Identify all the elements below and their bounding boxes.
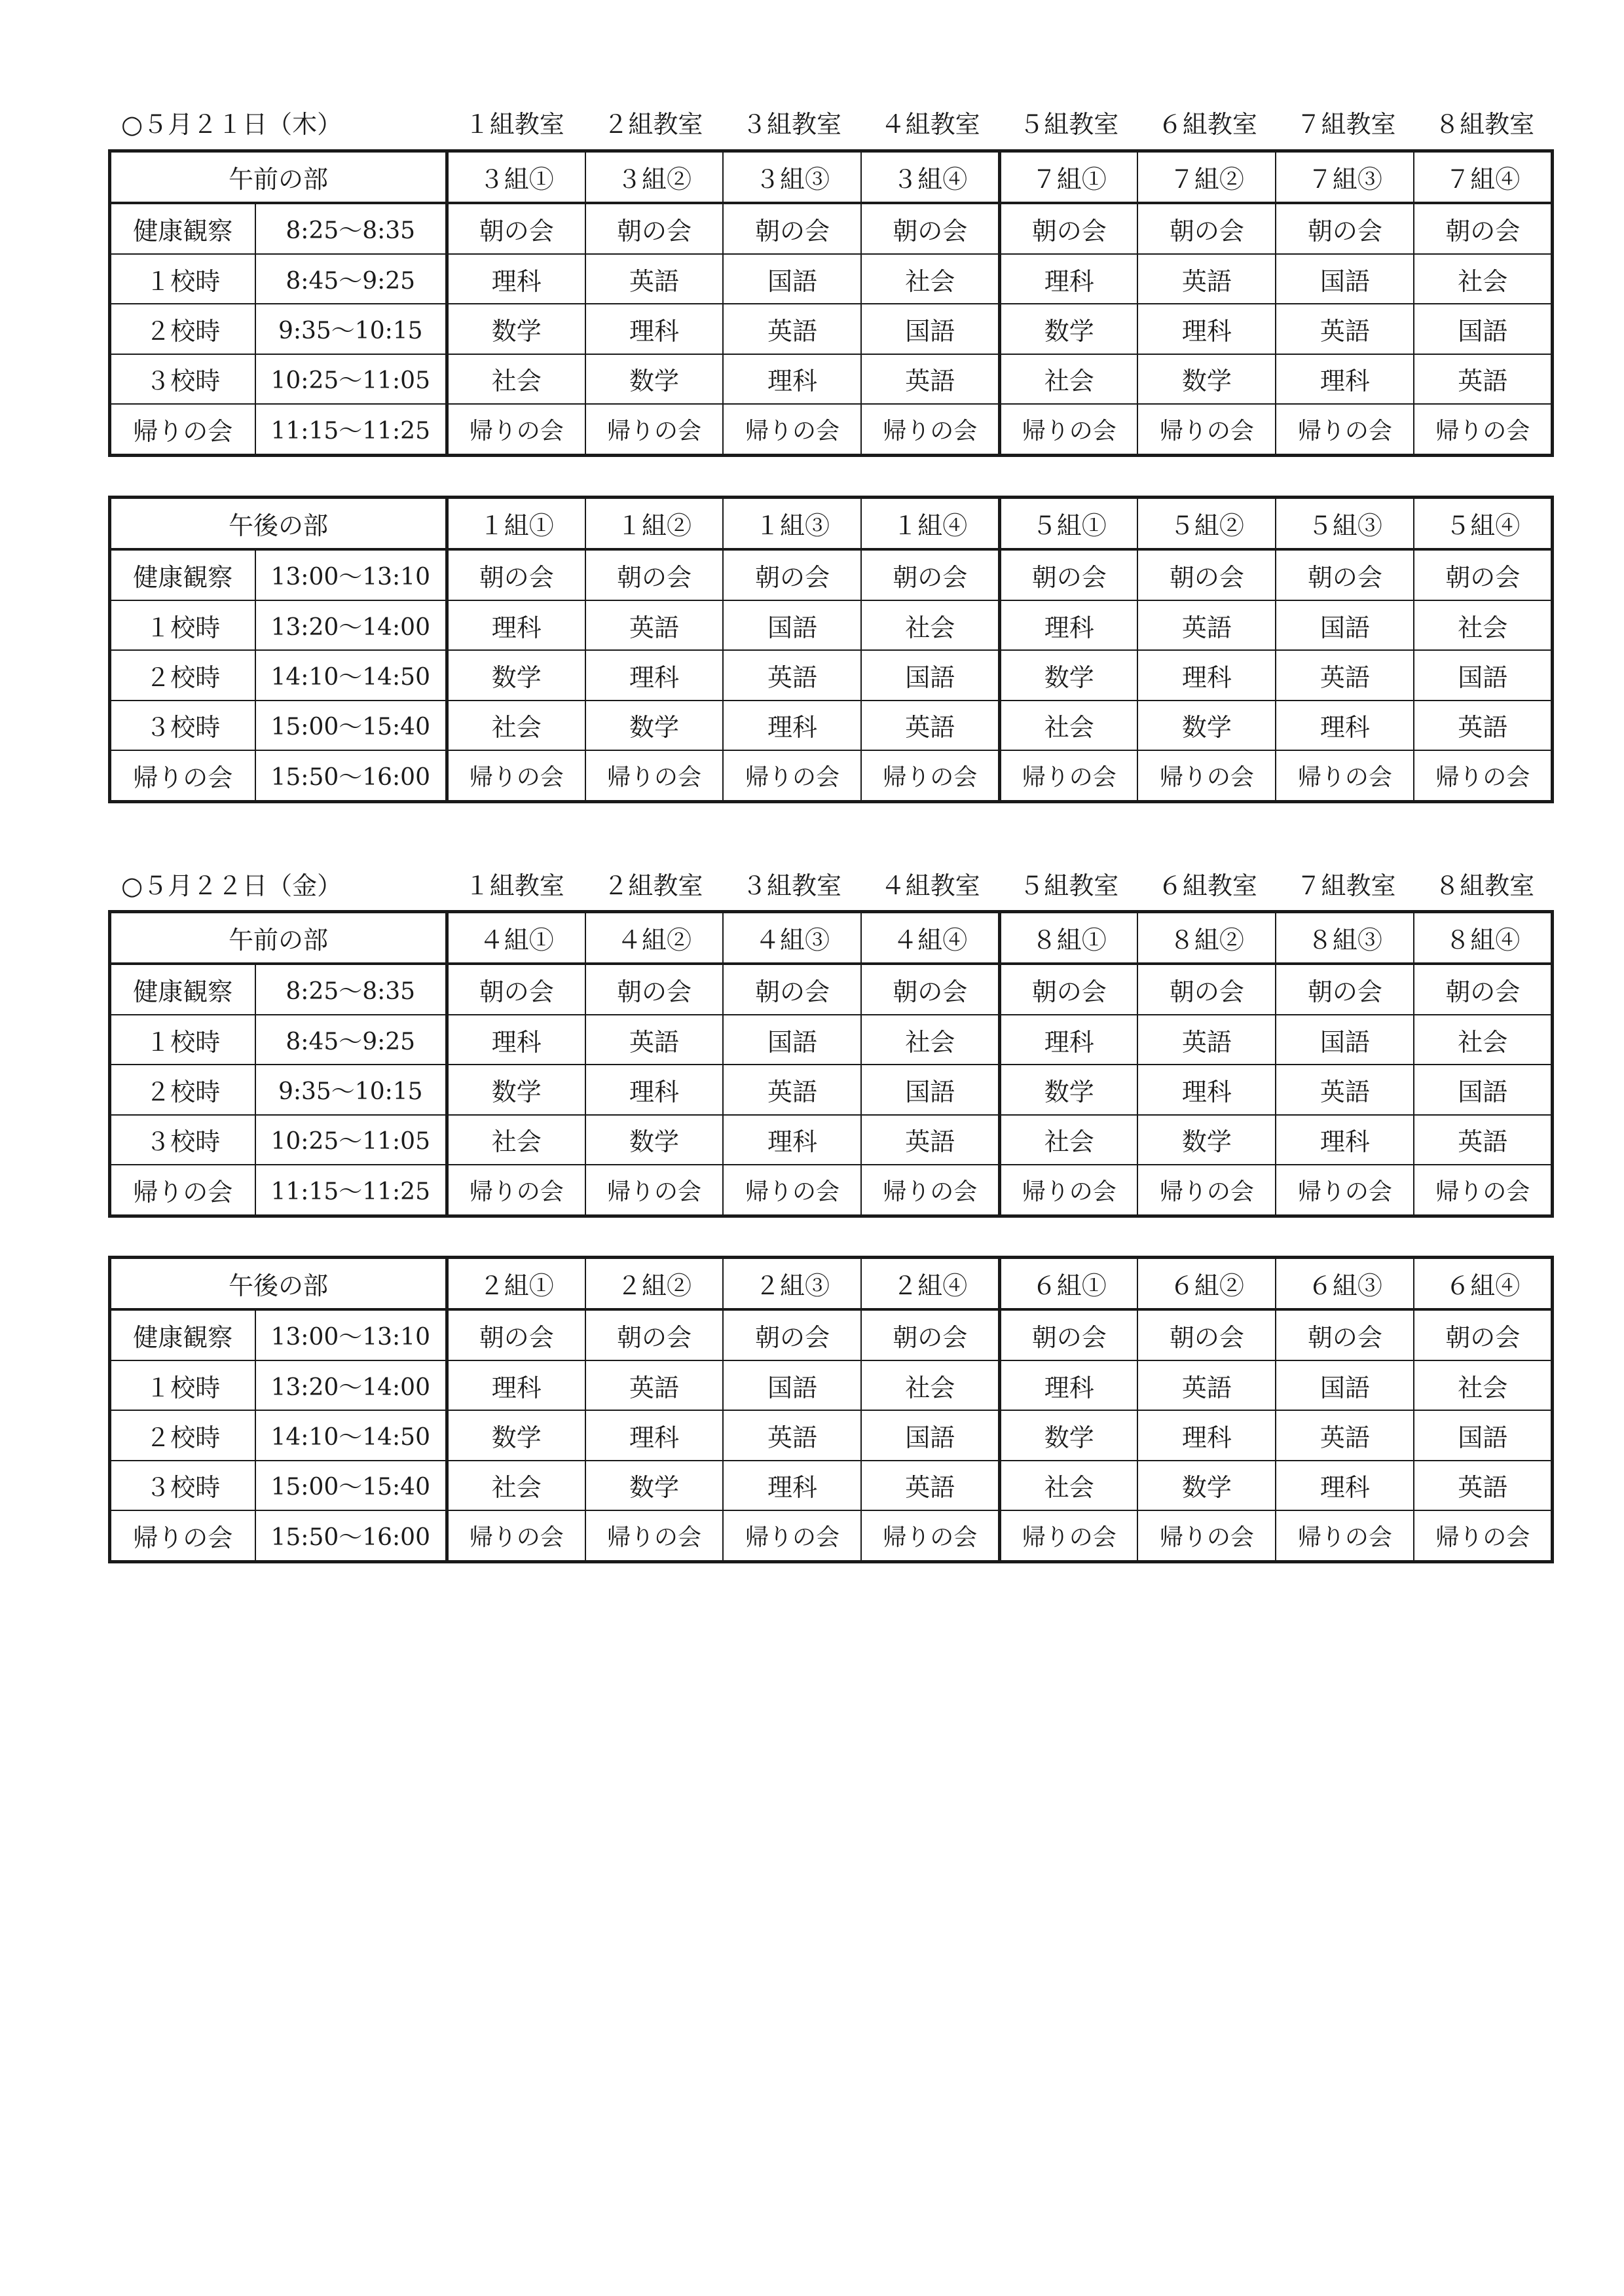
class-header: ７組② — [1137, 151, 1276, 204]
room-label: ５組教室 — [1019, 110, 1119, 139]
class-header: ５組② — [1137, 498, 1276, 550]
subject-cell: 帰りの会 — [999, 404, 1137, 455]
room-label: ６組教室 — [1157, 871, 1257, 900]
period-label: ３校時 — [110, 701, 255, 750]
period-label: 帰りの会 — [110, 404, 255, 455]
day-2-header — [108, 866, 1554, 905]
subject-cell: 理科 — [447, 254, 585, 304]
table-row — [110, 650, 1553, 700]
day-1-header — [108, 105, 1554, 144]
subject-cell: 理科 — [447, 1015, 585, 1065]
period-label: 帰りの会 — [110, 1510, 255, 1561]
class-header: ４組② — [585, 912, 724, 964]
room-label: ３組教室 — [742, 871, 842, 900]
subject-cell: 朝の会 — [1276, 549, 1414, 600]
subject-cell: 朝の会 — [1137, 549, 1276, 600]
class-header: ３組① — [447, 151, 585, 204]
subject-cell: 帰りの会 — [1137, 750, 1276, 801]
class-header: ６組① — [999, 1258, 1137, 1310]
subject-cell: 帰りの会 — [447, 750, 585, 801]
subject-cell: 理科 — [999, 254, 1137, 304]
subject-cell: 国語 — [861, 1065, 999, 1114]
subject-cell: 理科 — [585, 304, 724, 354]
subject-cell: 理科 — [1276, 1461, 1414, 1510]
subject-cell: 英語 — [861, 1461, 999, 1510]
subject-cell: 数学 — [1137, 1461, 1276, 1510]
subject-cell: 帰りの会 — [999, 1165, 1137, 1216]
period-time: 15:00～15:40 — [255, 701, 447, 750]
subject-cell: 帰りの会 — [585, 1510, 724, 1561]
subject-cell: 数学 — [999, 1410, 1137, 1460]
subject-cell: 数学 — [999, 1065, 1137, 1114]
table-row — [110, 1115, 1553, 1165]
subject-cell: 英語 — [585, 600, 724, 650]
table-row — [110, 1015, 1553, 1065]
class-header: １組② — [585, 498, 724, 550]
subject-cell: 社会 — [861, 254, 999, 304]
subject-cell: 英語 — [1276, 304, 1414, 354]
table-header-row — [110, 1258, 1553, 1310]
subject-cell: 朝の会 — [861, 203, 999, 254]
subject-cell: 帰りの会 — [723, 404, 861, 455]
period-time: 15:50～16:00 — [255, 750, 447, 801]
class-header: ２組① — [447, 1258, 585, 1310]
subject-cell: 数学 — [447, 1410, 585, 1460]
day-1-room-row — [445, 105, 1554, 144]
subject-cell: 理科 — [585, 1410, 724, 1460]
period-label: ３校時 — [110, 1461, 255, 1510]
subject-cell: 帰りの会 — [1414, 1165, 1552, 1216]
room-label: ２組教室 — [603, 110, 703, 139]
subject-cell: 朝の会 — [1137, 203, 1276, 254]
subject-cell: 朝の会 — [1137, 1309, 1276, 1360]
subject-cell: 国語 — [1414, 1065, 1552, 1114]
class-header: ２組④ — [861, 1258, 999, 1310]
period-time: 15:00～15:40 — [255, 1461, 447, 1510]
class-header: ３組④ — [861, 151, 999, 204]
subject-cell: 朝の会 — [1137, 964, 1276, 1015]
subject-cell: 理科 — [1137, 1065, 1276, 1114]
subject-cell: 国語 — [1414, 650, 1552, 700]
room-label: １組教室 — [464, 871, 564, 900]
subject-cell: 帰りの会 — [1137, 1510, 1276, 1561]
subject-cell: 朝の会 — [723, 549, 861, 600]
subject-cell: 帰りの会 — [861, 1165, 999, 1216]
table-row — [110, 1165, 1553, 1216]
subject-cell: 社会 — [999, 354, 1137, 404]
session-title: 午前の部 — [110, 151, 447, 204]
period-label: 健康観察 — [110, 1309, 255, 1360]
subject-cell: 帰りの会 — [1414, 750, 1552, 801]
period-time: 8:25～8:35 — [255, 203, 447, 254]
period-time: 13:20～14:00 — [255, 1360, 447, 1410]
subject-cell: 英語 — [723, 650, 861, 700]
subject-cell: 数学 — [1137, 1115, 1276, 1165]
subject-cell: 数学 — [447, 1065, 585, 1114]
table-row — [110, 1309, 1553, 1360]
subject-cell: 社会 — [1414, 254, 1552, 304]
period-label: 健康観察 — [110, 964, 255, 1015]
subject-cell: 朝の会 — [1414, 1309, 1552, 1360]
table-header-row — [110, 912, 1553, 964]
subject-cell: 数学 — [585, 354, 724, 404]
period-time: 11:15～11:25 — [255, 1165, 447, 1216]
subject-cell: 国語 — [723, 254, 861, 304]
subject-cell: 社会 — [447, 1461, 585, 1510]
subject-cell: 英語 — [1137, 254, 1276, 304]
class-header: ８組① — [999, 912, 1137, 964]
subject-cell: 朝の会 — [1276, 964, 1414, 1015]
period-time: 10:25～11:05 — [255, 354, 447, 404]
subject-cell: 英語 — [1276, 1410, 1414, 1460]
subject-cell: 帰りの会 — [447, 1510, 585, 1561]
period-label: ３校時 — [110, 354, 255, 404]
subject-cell: 朝の会 — [999, 964, 1137, 1015]
subject-cell: 英語 — [1414, 354, 1552, 404]
subject-cell: 数学 — [447, 650, 585, 700]
class-header: ３組② — [585, 151, 724, 204]
subject-cell: 英語 — [723, 304, 861, 354]
table-row — [110, 354, 1553, 404]
table-row — [110, 304, 1553, 354]
subject-cell: 理科 — [723, 701, 861, 750]
table-row — [110, 1461, 1553, 1510]
subject-cell: 帰りの会 — [1276, 1165, 1414, 1216]
subject-cell: 理科 — [585, 1065, 724, 1114]
subject-cell: 国語 — [723, 1015, 861, 1065]
period-label: １校時 — [110, 254, 255, 304]
period-label: ２校時 — [110, 1065, 255, 1114]
period-time: 14:10～14:50 — [255, 1410, 447, 1460]
subject-cell: 国語 — [861, 1410, 999, 1460]
subject-cell: 英語 — [1414, 1115, 1552, 1165]
room-label: ４組教室 — [880, 871, 980, 900]
subject-cell: 帰りの会 — [585, 1165, 724, 1216]
period-time: 13:20～14:00 — [255, 600, 447, 650]
period-time: 8:25～8:35 — [255, 964, 447, 1015]
table-row — [110, 404, 1553, 455]
subject-cell: 朝の会 — [447, 549, 585, 600]
subject-cell: 帰りの会 — [1137, 404, 1276, 455]
period-label: １校時 — [110, 600, 255, 650]
class-header: ７組③ — [1276, 151, 1414, 204]
subject-cell: 理科 — [447, 1360, 585, 1410]
period-time: 10:25～11:05 — [255, 1115, 447, 1165]
subject-cell: 朝の会 — [723, 203, 861, 254]
room-label: ７組教室 — [1296, 110, 1396, 139]
subject-cell: 国語 — [1276, 1015, 1414, 1065]
subject-cell: 理科 — [1137, 650, 1276, 700]
subject-cell: 数学 — [585, 701, 724, 750]
subject-cell: 英語 — [861, 701, 999, 750]
period-time: 9:35～10:15 — [255, 1065, 447, 1114]
subject-cell: 朝の会 — [999, 203, 1137, 254]
day-1-date: ○５月２１日（木） — [121, 110, 342, 139]
subject-cell: 理科 — [999, 600, 1137, 650]
subject-cell: 帰りの会 — [999, 750, 1137, 801]
period-time: 13:00～13:10 — [255, 549, 447, 600]
class-header: １組① — [447, 498, 585, 550]
subject-cell: 朝の会 — [447, 1309, 585, 1360]
subject-cell: 理科 — [723, 1461, 861, 1510]
subject-cell: 朝の会 — [1414, 964, 1552, 1015]
subject-cell: 国語 — [723, 600, 861, 650]
class-header: ４組④ — [861, 912, 999, 964]
subject-cell: 英語 — [1414, 701, 1552, 750]
subject-cell: 理科 — [585, 650, 724, 700]
subject-cell: 社会 — [999, 1115, 1137, 1165]
table-row — [110, 1510, 1553, 1561]
period-time: 9:35～10:15 — [255, 304, 447, 354]
subject-cell: 朝の会 — [999, 1309, 1137, 1360]
day-1-afternoon-table — [108, 496, 1554, 803]
period-label: ３校時 — [110, 1115, 255, 1165]
subject-cell: 帰りの会 — [861, 1510, 999, 1561]
period-label: ２校時 — [110, 650, 255, 700]
subject-cell: 国語 — [1276, 600, 1414, 650]
subject-cell: 社会 — [1414, 600, 1552, 650]
table-row — [110, 750, 1553, 801]
subject-cell: 数学 — [585, 1461, 724, 1510]
class-header: ５組① — [999, 498, 1137, 550]
subject-cell: 帰りの会 — [1414, 1510, 1552, 1561]
class-header: ５組③ — [1276, 498, 1414, 550]
subject-cell: 朝の会 — [1414, 203, 1552, 254]
subject-cell: 朝の会 — [1414, 549, 1552, 600]
subject-cell: 社会 — [999, 1461, 1137, 1510]
subject-cell: 国語 — [1414, 1410, 1552, 1460]
subject-cell: 朝の会 — [861, 549, 999, 600]
class-header: ８組③ — [1276, 912, 1414, 964]
subject-cell: 朝の会 — [585, 1309, 724, 1360]
table-row — [110, 964, 1553, 1015]
subject-cell: 英語 — [1137, 1015, 1276, 1065]
subject-cell: 朝の会 — [585, 203, 724, 254]
day-2-room-row — [445, 866, 1554, 905]
day-2-date: ○５月２２日（金） — [121, 871, 342, 900]
subject-cell: 帰りの会 — [1276, 404, 1414, 455]
class-header: ８組② — [1137, 912, 1276, 964]
subject-cell: 英語 — [585, 254, 724, 304]
table-row — [110, 254, 1553, 304]
class-header: ６組④ — [1414, 1258, 1552, 1310]
subject-cell: 帰りの会 — [1276, 750, 1414, 801]
subject-cell: 国語 — [861, 304, 999, 354]
subject-cell: 帰りの会 — [999, 1510, 1137, 1561]
subject-cell: 帰りの会 — [861, 404, 999, 455]
subject-cell: 国語 — [1414, 304, 1552, 354]
subject-cell: 国語 — [1276, 254, 1414, 304]
day-2-morning-table — [108, 910, 1554, 1218]
subject-cell: 理科 — [1137, 304, 1276, 354]
subject-cell: 数学 — [1137, 354, 1276, 404]
period-label: １校時 — [110, 1360, 255, 1410]
room-label: ７組教室 — [1296, 871, 1396, 900]
room-label: ８組教室 — [1435, 871, 1535, 900]
subject-cell: 英語 — [585, 1015, 724, 1065]
period-label: ２校時 — [110, 1410, 255, 1460]
subject-cell: 帰りの会 — [1276, 1510, 1414, 1561]
subject-cell: 朝の会 — [585, 964, 724, 1015]
class-header: ８組④ — [1414, 912, 1552, 964]
subject-cell: 朝の会 — [447, 964, 585, 1015]
subject-cell: 国語 — [861, 650, 999, 700]
table-row — [110, 549, 1553, 600]
subject-cell: 帰りの会 — [447, 1165, 585, 1216]
room-label: ８組教室 — [1435, 110, 1535, 139]
period-label: ２校時 — [110, 304, 255, 354]
period-time: 8:45～9:25 — [255, 1015, 447, 1065]
subject-cell: 社会 — [861, 1015, 999, 1065]
subject-cell: 社会 — [447, 354, 585, 404]
room-label: ４組教室 — [880, 110, 980, 139]
subject-cell: 英語 — [1276, 1065, 1414, 1114]
class-header: １組③ — [723, 498, 861, 550]
table-row — [110, 600, 1553, 650]
room-label: ３組教室 — [742, 110, 842, 139]
subject-cell: 帰りの会 — [1137, 1165, 1276, 1216]
subject-cell: 英語 — [861, 354, 999, 404]
subject-cell: 理科 — [999, 1015, 1137, 1065]
class-header: ６組③ — [1276, 1258, 1414, 1310]
subject-cell: 数学 — [1137, 701, 1276, 750]
subject-cell: 数学 — [585, 1115, 724, 1165]
class-header: ５組④ — [1414, 498, 1552, 550]
period-time: 14:10～14:50 — [255, 650, 447, 700]
subject-cell: 朝の会 — [861, 1309, 999, 1360]
session-title: 午後の部 — [110, 498, 447, 550]
subject-cell: 帰りの会 — [723, 1165, 861, 1216]
subject-cell: 社会 — [447, 1115, 585, 1165]
subject-cell: 理科 — [1137, 1410, 1276, 1460]
period-label: 帰りの会 — [110, 1165, 255, 1216]
room-label: ２組教室 — [603, 871, 703, 900]
table-row — [110, 701, 1553, 750]
class-header: ６組② — [1137, 1258, 1276, 1310]
subject-cell: 英語 — [1276, 650, 1414, 700]
subject-cell: 朝の会 — [1276, 203, 1414, 254]
period-label: 健康観察 — [110, 203, 255, 254]
subject-cell: 社会 — [861, 600, 999, 650]
period-time: 15:50～16:00 — [255, 1510, 447, 1561]
session-title: 午後の部 — [110, 1258, 447, 1310]
subject-cell: 朝の会 — [723, 964, 861, 1015]
session-title: 午前の部 — [110, 912, 447, 964]
subject-cell: 社会 — [447, 701, 585, 750]
subject-cell: 朝の会 — [447, 203, 585, 254]
subject-cell: 帰りの会 — [723, 1510, 861, 1561]
room-label: ６組教室 — [1157, 110, 1257, 139]
subject-cell: 理科 — [723, 354, 861, 404]
subject-cell: 社会 — [1414, 1360, 1552, 1410]
subject-cell: 英語 — [861, 1115, 999, 1165]
subject-cell: 英語 — [1137, 1360, 1276, 1410]
subject-cell: 英語 — [1137, 600, 1276, 650]
subject-cell: 理科 — [1276, 1115, 1414, 1165]
subject-cell: 朝の会 — [999, 549, 1137, 600]
subject-cell: 英語 — [585, 1360, 724, 1410]
subject-cell: 理科 — [1276, 701, 1414, 750]
room-label: ５組教室 — [1019, 871, 1119, 900]
subject-cell: 帰りの会 — [723, 750, 861, 801]
class-header: ２組③ — [723, 1258, 861, 1310]
period-time: 11:15～11:25 — [255, 404, 447, 455]
period-label: 健康観察 — [110, 549, 255, 600]
subject-cell: 朝の会 — [585, 549, 724, 600]
table-row — [110, 1410, 1553, 1460]
class-header: ４組① — [447, 912, 585, 964]
subject-cell: 英語 — [723, 1410, 861, 1460]
subject-cell: 理科 — [447, 600, 585, 650]
class-header: ２組② — [585, 1258, 724, 1310]
subject-cell: 国語 — [723, 1360, 861, 1410]
subject-cell: 帰りの会 — [861, 750, 999, 801]
period-label: １校時 — [110, 1015, 255, 1065]
class-header: ４組③ — [723, 912, 861, 964]
class-header: ７組① — [999, 151, 1137, 204]
table-row — [110, 1065, 1553, 1114]
class-header: １組④ — [861, 498, 999, 550]
class-header: ７組④ — [1414, 151, 1552, 204]
subject-cell: 朝の会 — [1276, 1309, 1414, 1360]
table-row — [110, 203, 1553, 254]
subject-cell: 英語 — [1414, 1461, 1552, 1510]
class-header: ３組③ — [723, 151, 861, 204]
subject-cell: 数学 — [999, 650, 1137, 700]
period-time: 8:45～9:25 — [255, 254, 447, 304]
subject-cell: 国語 — [1276, 1360, 1414, 1410]
day-1-morning-table — [108, 149, 1554, 457]
subject-cell: 理科 — [999, 1360, 1137, 1410]
table-row — [110, 1360, 1553, 1410]
subject-cell: 帰りの会 — [585, 404, 724, 455]
subject-cell: 社会 — [999, 701, 1137, 750]
period-label: 帰りの会 — [110, 750, 255, 801]
subject-cell: 朝の会 — [861, 964, 999, 1015]
subject-cell: 帰りの会 — [447, 404, 585, 455]
table-header-row — [110, 498, 1553, 550]
subject-cell: 朝の会 — [723, 1309, 861, 1360]
subject-cell: 帰りの会 — [1414, 404, 1552, 455]
subject-cell: 社会 — [861, 1360, 999, 1410]
day-2-afternoon-table — [108, 1256, 1554, 1563]
subject-cell: 英語 — [723, 1065, 861, 1114]
subject-cell: 社会 — [1414, 1015, 1552, 1065]
table-header-row — [110, 151, 1553, 204]
subject-cell: 理科 — [1276, 354, 1414, 404]
subject-cell: 理科 — [723, 1115, 861, 1165]
subject-cell: 数学 — [999, 304, 1137, 354]
period-time: 13:00～13:10 — [255, 1309, 447, 1360]
subject-cell: 帰りの会 — [585, 750, 724, 801]
room-label: １組教室 — [464, 110, 564, 139]
subject-cell: 数学 — [447, 304, 585, 354]
